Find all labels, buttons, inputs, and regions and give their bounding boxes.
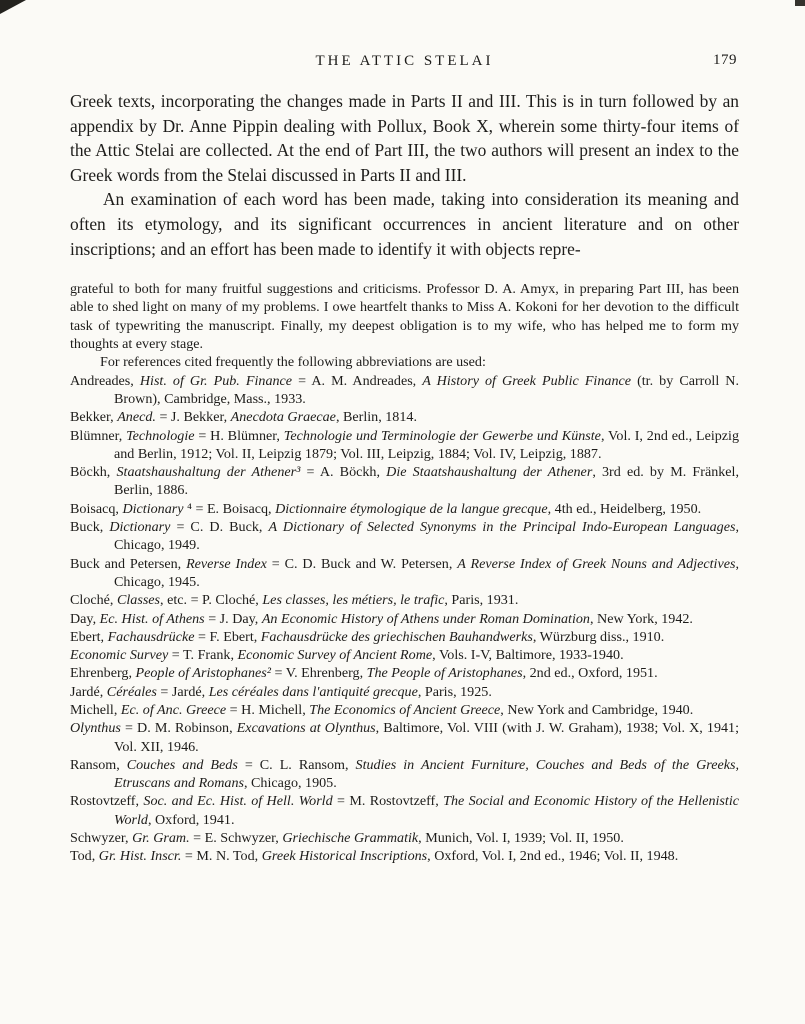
reference-text: Bekker, — [70, 409, 118, 426]
reference-text: = V. Ehrenberg, — [271, 665, 367, 682]
reference-entry — [70, 829, 739, 847]
reference-entry — [70, 646, 739, 664]
reference-entry — [70, 518, 739, 555]
reference-text: Cloché, — [70, 592, 117, 609]
reference-title: Greek Historical Inscriptions — [261, 848, 428, 865]
reference-title: The People of Aristophanes — [366, 665, 523, 682]
reference-text: = Jardé, — [156, 683, 209, 700]
reference-entry — [70, 847, 739, 865]
reference-title: Excavations at Olynthus — [236, 720, 376, 737]
reference-text: Buck and Petersen, — [70, 555, 187, 572]
reference-entry — [70, 555, 739, 592]
reference-text: = C. L. Ransom, — [237, 756, 356, 773]
reference-title: Ec. of Anc. Greece — [120, 701, 227, 718]
reference-title: Die Staatshaushaltung der Athener — [386, 464, 593, 481]
scan-artifact-top-left — [0, 0, 26, 14]
paragraph-continuation: Greek texts, incorporating the changes made in Parts II and III. This is in turn followed by an appendix by Dr. Anne Pippin dealing with Pollux, Book X, wherein some thirty-four items of the Attic Stelai are collected. At the end of Part III, the two authors will present an index to the Greek words from the Stelai discussed in Parts II and III. — [70, 91, 739, 185]
reference-title: A Dictionary of Selected Synonyms in the Principal Indo-European Languages — [268, 519, 736, 536]
reference-text: , New York and Cambridge, 1940. — [500, 701, 694, 718]
reference-text: = F. Ebert, — [194, 628, 261, 645]
reference-text: , Munich, Vol. I, 1939; Vol. II, 1950. — [418, 830, 624, 847]
reference-text: , New York, 1942. — [589, 610, 693, 627]
reference-text: Day, — [70, 610, 100, 627]
reference-text: , Paris, 1925. — [417, 683, 492, 700]
reference-title: Hist. of Gr. Pub. Finance — [139, 372, 293, 389]
reference-title: Gr. Gram. — [132, 830, 190, 847]
reference-title: Dictionary — [122, 500, 184, 517]
reference-title: Technologie — [126, 427, 195, 444]
reference-entry — [70, 500, 739, 518]
reference-text: = C. D. Buck, — [170, 519, 269, 536]
reference-text: , 3rd ed. by M. Fränkel, Berlin, 1886. — [114, 464, 739, 499]
reference-title: Economic Survey of Ancient Rome — [237, 647, 433, 664]
reference-title: Fachausdrücke — [107, 628, 195, 645]
reference-title: Gr. Hist. Inscr. — [98, 848, 182, 865]
reference-entry — [70, 719, 739, 756]
reference-title: People of Aristophanes² — [135, 665, 271, 682]
reference-entry — [70, 683, 739, 701]
reference-title: Economic Survey — [70, 647, 169, 664]
reference-title: Studies in Ancient Furniture, Couches and Beds of the Greeks, Etruscans and Romans — [114, 756, 739, 792]
reference-entry — [70, 591, 739, 609]
reference-list — [70, 372, 739, 866]
reference-title: An Economic History of Athens under Roman Domination — [261, 610, 590, 627]
footnote-section — [70, 280, 739, 866]
paragraph-examination: An examination of each word has been made, taking into consideration its meaning and often its etymology, and its significant occurrences in ancient literature and on other inscriptions; and an effort has been made to identify it with objects repre- — [70, 189, 739, 259]
reference-text: = A. Böckh, — [300, 464, 387, 481]
reference-text: (tr. by Carroll N. Brown), Cambridge, Mass., 1933. — [114, 372, 739, 407]
reference-title: The Economics of Ancient Greece — [309, 701, 501, 718]
reference-text: Jardé, — [70, 683, 107, 700]
reference-entry — [70, 756, 739, 793]
reference-text: , Oxford, Vol. I, 2nd ed., 1946; Vol. II, 1948. — [427, 848, 679, 865]
reference-entry — [70, 610, 739, 628]
reference-text: Ebert, — [70, 628, 108, 645]
reference-entry — [70, 427, 739, 464]
reference-text: , Chicago, 1945. — [114, 555, 739, 590]
reference-text: Schwyzer, — [70, 830, 133, 847]
reference-text: Rostovtzeff, — [70, 793, 144, 810]
reference-text: , Paris, 1931. — [444, 592, 519, 609]
reference-title: The Social and Economic History of the Hellenistic World — [114, 793, 740, 828]
reference-text: = H. Michell, — [226, 701, 310, 718]
reference-title: Griechische Grammatik — [282, 830, 419, 847]
reference-text: , Oxford, 1941. — [147, 811, 235, 828]
reference-title: Soc. and Ec. Hist. of Hell. World — [143, 793, 333, 810]
reference-entry — [70, 628, 739, 646]
footnote-continuation: grateful to both for many fruitful suggestions and criticisms. Professor D. A. Amyx, in preparing Part III, has been able to shed light on many of my problems. I owe heartfelt thanks to Miss A. Kokoni for her devotion to the difficult task of typewriting the manuscript. Finally, my deepest obligation is to my wife, who has helped me to form my thoughts at every stage. — [70, 281, 739, 353]
reference-text: = J. Day, — [204, 610, 262, 627]
reference-title: Les céréales dans l'antiquité grecque — [208, 683, 418, 700]
reference-text: Buck, — [70, 519, 110, 536]
reference-title: Anecdota Graecae — [230, 409, 336, 426]
reference-text: Ehrenberg, — [70, 665, 136, 682]
reference-text: = A. M. Andreades, — [292, 372, 423, 389]
reference-text: , Chicago, 1905. — [243, 775, 337, 792]
reference-title: Classes — [116, 592, 161, 609]
reference-text: = H. Blümner, — [194, 427, 284, 444]
page-content — [70, 52, 739, 866]
reference-title: Céréales — [106, 683, 157, 700]
reference-text: = E. Schwyzer, — [189, 830, 283, 847]
reference-text: , 4th ed., Heidelberg, 1950. — [547, 500, 702, 517]
main-text — [70, 89, 739, 261]
reference-title: Fachausdrücke des griechischen Bauhandwerks — [260, 628, 533, 645]
reference-title: Olynthus — [70, 720, 121, 737]
references-intro: For references cited frequently the following abbreviations are used: — [100, 354, 486, 371]
reference-title: Dictionnaire étymologique de la langue grecque — [275, 500, 548, 517]
reference-text: , Berlin, 1814. — [335, 409, 417, 426]
reference-title: Ec. Hist. of Athens — [99, 610, 205, 627]
reference-text: = J. Bekker, — [155, 409, 231, 426]
reference-text: = C. D. Buck and W. Petersen, — [266, 555, 458, 572]
reference-title: Anecd. — [117, 409, 156, 426]
reference-title: Dictionary — [109, 519, 171, 536]
reference-title: A Reverse Index of Greek Nouns and Adjectives — [457, 555, 736, 572]
reference-title: Reverse Index — [186, 555, 267, 572]
reference-entry — [70, 463, 739, 500]
reference-text: = M. N. Tod, — [181, 848, 262, 865]
reference-entry — [70, 408, 739, 426]
reference-text: Ransom, — [70, 756, 127, 773]
reference-entry — [70, 792, 739, 829]
reference-text: , Vols. I-V, Baltimore, 1933-1940. — [432, 647, 624, 664]
reference-text: Boisacq, — [70, 500, 123, 517]
reference-title: Staatshaushaltung der Athener³ — [116, 464, 301, 481]
reference-title: A History of Greek Public Finance — [422, 372, 632, 389]
reference-entry — [70, 701, 739, 719]
reference-text: = D. M. Robinson, — [120, 720, 237, 737]
reference-title: Les classes, les métiers, le trafic — [262, 592, 445, 609]
reference-title: Technologie und Terminologie der Gewerbe und Künste — [283, 427, 601, 444]
reference-text: , Chicago, 1949. — [114, 519, 740, 554]
scan-artifact-top-right — [795, 0, 805, 6]
reference-text: , 2nd ed., Oxford, 1951. — [522, 665, 658, 682]
running-head — [70, 52, 739, 72]
reference-text: , Vol. I, 2nd ed., Leipzig and Berlin, 1912; Vol. II, Leipzig 1879; Vol. III, Leipzig, 1884; Vol. IV, Leipzig, 1887. — [114, 427, 740, 462]
reference-text: Böckh, — [70, 464, 117, 481]
reference-title: Couches and Beds — [126, 756, 238, 773]
reference-text: = T. Frank, — [168, 647, 238, 664]
reference-text: Tod, — [70, 848, 99, 865]
page-title: THE ATTIC STELAI — [315, 53, 494, 69]
page-number: 179 — [713, 52, 737, 68]
reference-text: , etc. = P. Cloché, — [160, 592, 263, 609]
reference-text: ⁴ = E. Boisacq, — [183, 500, 276, 517]
reference-text: Blümner, — [70, 427, 127, 444]
reference-entry — [70, 372, 739, 409]
reference-text: , Baltimore, Vol. VIII (with J. W. Graham), 1938; Vol. X, 1941; Vol. XII, 1946. — [114, 720, 739, 755]
reference-text: Andreades, — [70, 372, 140, 389]
reference-text: = M. Rostovtzeff, — [332, 793, 444, 810]
reference-text: , Würzburg diss., 1910. — [532, 628, 665, 645]
reference-entry — [70, 664, 739, 682]
reference-text: Michell, — [70, 701, 121, 718]
